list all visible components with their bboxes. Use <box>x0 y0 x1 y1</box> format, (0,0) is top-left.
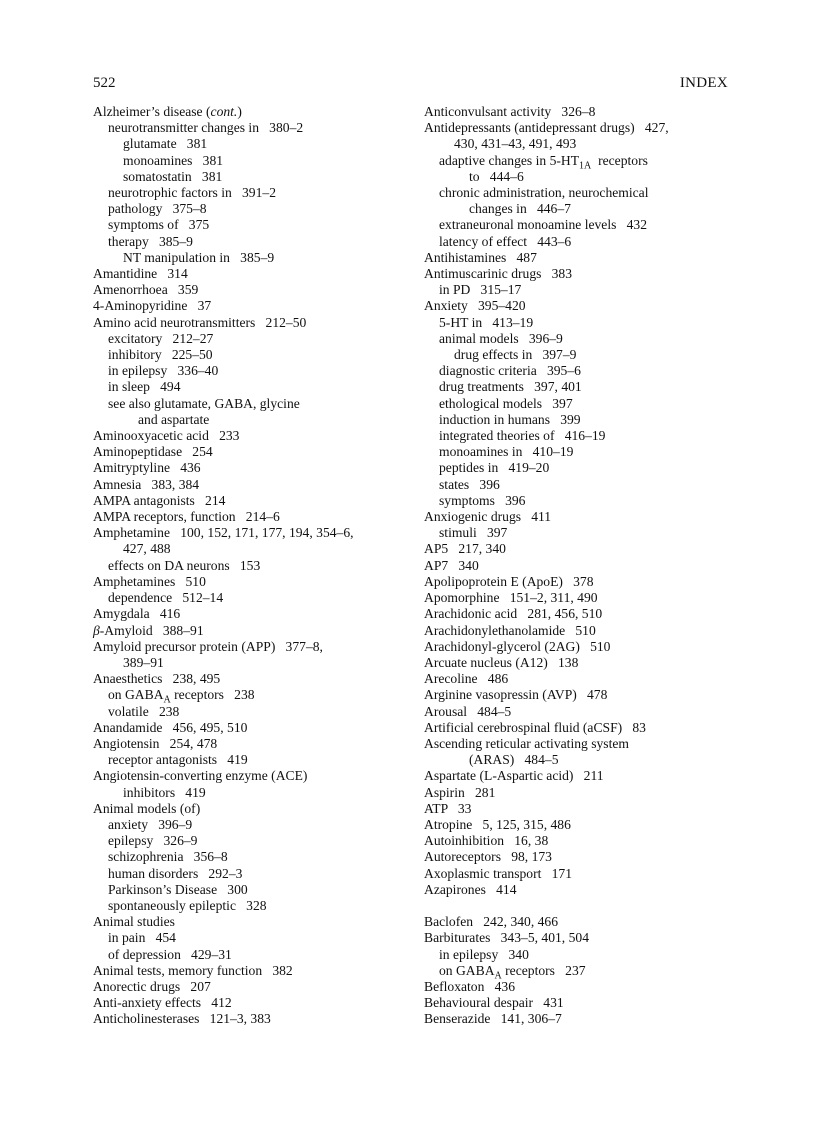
entry-text: effects on DA neurons 153 <box>108 557 261 573</box>
index-entry <box>424 606 744 622</box>
index-subentry <box>424 752 744 768</box>
entry-text: therapy 385–9 <box>108 233 193 249</box>
index-subentry <box>424 152 744 172</box>
index-subentry <box>93 331 423 347</box>
entry-text: stimuli 397 <box>439 525 508 541</box>
entry-text: 5-HT in 413–19 <box>439 314 534 330</box>
index-entry <box>424 704 744 720</box>
entry-text: volatile 238 <box>108 703 180 719</box>
entry-text: Parkinson’s Disease 300 <box>108 881 248 897</box>
index-entry <box>424 785 744 801</box>
index-subentry <box>93 590 423 606</box>
entry-text: Arcuate nucleus (A12) 138 <box>424 654 579 670</box>
entry-text: Arachidonic acid 281, 456, 510 <box>424 606 603 622</box>
entry-text: Amphetamine 100, 152, 171, 177, 194, 354–6, <box>93 525 354 541</box>
entry-text: Azapirones 414 <box>424 881 517 897</box>
index-entry <box>424 120 744 136</box>
index-subentry <box>93 704 423 720</box>
index-subentry <box>424 428 744 444</box>
entry-text: Barbiturates 343–5, 401, 504 <box>424 930 589 946</box>
entry-text: -Amyloid 388–91 <box>99 622 204 638</box>
index-entry <box>93 979 423 995</box>
index-entry <box>93 266 423 282</box>
index-entry <box>93 914 423 930</box>
index-entry <box>424 736 744 752</box>
entry-text: neurotrophic factors in 391–2 <box>108 185 276 201</box>
index-subentry <box>424 185 744 201</box>
entry-text: on GABA <box>439 962 495 978</box>
index-entry <box>424 995 744 1011</box>
entry-text: Amitryptyline 436 <box>93 460 201 476</box>
entry-text: Autoreceptors 98, 173 <box>424 849 552 865</box>
entry-subscript: A <box>163 695 171 707</box>
index-entry <box>93 606 423 622</box>
index-subentry <box>424 444 744 460</box>
index-entry <box>93 801 423 817</box>
entry-text: states 396 <box>439 476 500 492</box>
entry-text: Anxiety 395–420 <box>424 298 526 314</box>
entry-text: AP5 217, 340 <box>424 541 506 557</box>
index-entry <box>93 444 423 460</box>
entry-text: Angiotensin 254, 478 <box>93 735 218 751</box>
index-entry <box>93 720 423 736</box>
entry-text: of depression 429–31 <box>108 946 232 962</box>
index-subentry <box>93 234 423 250</box>
entry-text: extraneuronal monoamine levels 432 <box>439 217 647 233</box>
index-entry <box>424 574 744 590</box>
index-subentry <box>93 250 423 266</box>
index-entry <box>424 882 744 898</box>
entry-text: dependence 512–14 <box>108 590 224 606</box>
index-subentry <box>93 347 423 363</box>
index-entry <box>93 460 423 476</box>
entry-text: adaptive changes in 5-HT <box>439 152 580 168</box>
index-entry <box>424 687 744 703</box>
index-subentry <box>424 136 744 152</box>
entry-text: ethological models 397 <box>439 395 573 411</box>
index-subentry <box>424 331 744 347</box>
index-entry <box>93 493 423 509</box>
index-subentry <box>424 460 744 476</box>
index-entry <box>93 995 423 1011</box>
entry-text: 4-Aminopyridine 37 <box>93 298 212 314</box>
index-subentry <box>424 962 744 982</box>
index-subentry <box>93 153 423 169</box>
index-entry <box>93 736 423 752</box>
entry-text: receptor antagonists 419 <box>108 752 248 768</box>
index-entry <box>424 541 744 557</box>
index-subentry <box>93 687 423 707</box>
index-subentry <box>424 947 744 963</box>
entry-text: pathology 375–8 <box>108 201 207 217</box>
entry-text: Ascending reticular activating system <box>424 735 629 751</box>
index-entry <box>424 590 744 606</box>
entry-text: Atropine 5, 125, 315, 486 <box>424 816 571 832</box>
entry-text: see also glutamate, GABA, glycine <box>108 395 300 411</box>
index-entry <box>93 574 423 590</box>
entry-text: Antimuscarinic drugs 383 <box>424 266 572 282</box>
index-subentry <box>93 412 423 428</box>
index-entry <box>93 1011 423 1027</box>
index-entry <box>93 315 423 331</box>
entry-text: NT manipulation in 385–9 <box>123 249 275 265</box>
index-entry <box>424 930 744 946</box>
entry-text: 389–91 <box>123 654 164 670</box>
entry-text: Apomorphine 151–2, 311, 490 <box>424 590 598 606</box>
entry-text: Aminopeptidase 254 <box>93 444 213 460</box>
entry-text: latency of effect 443–6 <box>439 233 572 249</box>
index-entry <box>93 639 423 655</box>
entry-text: chronic administration, neurochemical <box>439 185 649 201</box>
entry-text: monoamines 381 <box>123 152 224 168</box>
index-entry <box>93 428 423 444</box>
entry-text: Anti-anxiety effects 412 <box>93 995 232 1011</box>
index-subentry <box>93 120 423 136</box>
index-subentry <box>93 849 423 865</box>
index-entry <box>424 914 744 930</box>
entry-suffix: ) <box>237 104 242 119</box>
index-column-right <box>424 104 744 1028</box>
entry-text: AP7 340 <box>424 557 479 573</box>
index-subentry <box>424 347 744 363</box>
index-entry <box>424 266 744 282</box>
entry-text: Animal studies <box>93 914 175 930</box>
index-subentry <box>93 541 423 557</box>
index-subentry <box>424 234 744 250</box>
entry-text: Baclofen 242, 340, 466 <box>424 914 559 930</box>
entry-text: Amino acid neurotransmitters 212–50 <box>93 314 307 330</box>
entry-text: in epilepsy 340 <box>439 946 529 962</box>
index-subentry <box>93 136 423 152</box>
entry-text: Amphetamines 510 <box>93 573 206 589</box>
index-entry <box>424 979 744 995</box>
page-number: 522 <box>93 75 116 91</box>
index-subentry <box>424 282 744 298</box>
index-entry <box>424 298 744 314</box>
entry-subscript: A <box>494 970 502 982</box>
index-entry <box>424 558 744 574</box>
entry-text: AMPA receptors, function 214–6 <box>93 509 280 525</box>
entry-text: Apolipoprotein E (ApoE) 378 <box>424 573 594 589</box>
index-subentry <box>424 525 744 541</box>
index-subentry <box>93 785 423 801</box>
entry-text: ATP 33 <box>424 800 472 816</box>
entry-text: Aminooxyacetic acid 233 <box>93 428 240 444</box>
entry-text: induction in humans 399 <box>439 411 581 427</box>
index-subentry <box>93 558 423 574</box>
index-entry <box>424 639 744 655</box>
index-entry <box>424 104 744 120</box>
running-head: INDEX <box>679 75 728 91</box>
index-subentry <box>93 363 423 379</box>
index-subentry <box>93 817 423 833</box>
index-entry <box>424 833 744 849</box>
entry-text: inhibitors 419 <box>123 784 206 800</box>
entry-text: Anandamide 456, 495, 510 <box>93 719 248 735</box>
index-entry <box>93 298 423 314</box>
index-entry <box>424 817 744 833</box>
entry-text: Anorectic drugs 207 <box>93 978 211 994</box>
index-entry <box>424 801 744 817</box>
entry-text: anxiety 396–9 <box>108 816 193 832</box>
entry-text: glutamate 381 <box>123 136 208 152</box>
index-subentry <box>93 833 423 849</box>
index-entry <box>424 1011 744 1027</box>
entry-text: Autoinhibition 16, 38 <box>424 833 549 849</box>
entry-text: (ARAS) 484–5 <box>469 752 559 768</box>
entry-text: excitatory 212–27 <box>108 330 214 346</box>
entry-text: Amyloid precursor protein (APP) 377–8, <box>93 638 323 654</box>
entry-suffix: receptors 238 <box>170 687 255 703</box>
entry-text: 427, 488 <box>123 541 171 557</box>
entry-text: symptoms of 375 <box>108 217 210 233</box>
index-subentry <box>424 363 744 379</box>
index-subentry <box>93 866 423 882</box>
entry-text: neurotransmitter changes in 380–2 <box>108 120 304 136</box>
entry-text: changes in 446–7 <box>469 201 571 217</box>
entry-text: Angiotensin-converting enzyme (ACE) <box>93 768 308 784</box>
entry-text: 430, 431–43, 491, 493 <box>454 136 577 152</box>
index-subentry <box>424 315 744 331</box>
index-subentry <box>424 217 744 233</box>
entry-text: inhibitory 225–50 <box>108 347 213 363</box>
entry-text: symptoms 396 <box>439 492 526 508</box>
entry-text: and aspartate <box>138 411 210 427</box>
index-subentry <box>93 655 423 671</box>
index-entry <box>93 963 423 979</box>
entry-text: Amnesia 383, 384 <box>93 476 200 492</box>
entry-text: Anticholinesterases 121–3, 383 <box>93 1011 271 1027</box>
entry-text: Antihistamines 487 <box>424 249 537 265</box>
entry-text: Befloxaton 436 <box>424 978 515 994</box>
entry-text: spontaneously epileptic 328 <box>108 897 267 913</box>
index-subentry <box>93 882 423 898</box>
index-column-left <box>93 104 423 1028</box>
entry-text: somatostatin 381 <box>123 168 223 184</box>
entry-text: Artificial cerebrospinal fluid (aCSF) 83 <box>424 719 646 735</box>
index-subentry <box>93 898 423 914</box>
entry-text: Aspirin 281 <box>424 784 496 800</box>
index-subentry <box>93 752 423 768</box>
entry-italic: cont. <box>210 104 238 119</box>
entry-suffix: receptors 237 <box>501 962 586 978</box>
entry-text: Arginine vasopressin (AVP) 478 <box>424 687 608 703</box>
entry-text: Benserazide 141, 306–7 <box>424 1011 562 1027</box>
entry-text: schizophrenia 356–8 <box>108 849 228 865</box>
index-subentry <box>424 493 744 509</box>
entry-text: peptides in 419–20 <box>439 460 550 476</box>
entry-text: Anticonvulsant activity 326–8 <box>424 104 596 119</box>
entry-text: to 444–6 <box>469 168 524 184</box>
index-subentry <box>93 217 423 233</box>
index-entry <box>424 623 744 639</box>
entry-text: integrated theories of 416–19 <box>439 428 606 444</box>
entry-text: Animal models (of) <box>93 800 201 816</box>
index-entry <box>424 768 744 784</box>
index-entry <box>93 104 423 120</box>
index-entry <box>93 509 423 525</box>
index-subentry <box>424 412 744 428</box>
index-entry <box>424 509 744 525</box>
index-subentry <box>93 396 423 412</box>
index-subentry <box>424 477 744 493</box>
entry-text: epilepsy 326–9 <box>108 833 198 849</box>
index-entry <box>424 866 744 882</box>
entry-text: in PD 315–17 <box>439 282 522 298</box>
entry-text: Arecoline 486 <box>424 671 509 687</box>
index-subentry <box>93 201 423 217</box>
entry-text: in pain 454 <box>108 930 176 946</box>
entry-text: Aspartate (L-Aspartic acid) 211 <box>424 768 604 784</box>
entry-text: Arachidonylethanolamide 510 <box>424 622 596 638</box>
index-subentry <box>93 930 423 946</box>
index-entry <box>424 655 744 671</box>
index-entry <box>424 849 744 865</box>
entry-text: Anxiogenic drugs 411 <box>424 509 552 525</box>
entry-text: Alzheimer’s disease ( <box>93 104 211 119</box>
entry-text: Amantidine 314 <box>93 266 188 282</box>
index-entry <box>424 250 744 266</box>
index-subentry <box>424 396 744 412</box>
entry-text: animal models 396–9 <box>439 330 563 346</box>
entry-text: drug treatments 397, 401 <box>439 379 582 395</box>
index-entry <box>424 671 744 687</box>
entry-text: Amygdala 416 <box>93 606 181 622</box>
entry-text: diagnostic criteria 395–6 <box>439 363 581 379</box>
entry-text: human disorders 292–3 <box>108 865 243 881</box>
entry-text: Arachidonyl-glycerol (2AG) 510 <box>424 638 611 654</box>
entry-text: Anaesthetics 238, 495 <box>93 671 221 687</box>
entry-text: monoamines in 410–19 <box>439 444 574 460</box>
index-entry <box>93 477 423 493</box>
index-subentry <box>93 169 423 185</box>
index-entry <box>424 720 744 736</box>
index-subentry <box>424 201 744 217</box>
entry-text: AMPA antagonists 214 <box>93 492 226 508</box>
entry-text: drug effects in 397–9 <box>454 347 577 363</box>
index-subentry <box>93 379 423 395</box>
entry-text: Arousal 484–5 <box>424 703 512 719</box>
index-gap <box>424 898 744 914</box>
index-subentry <box>93 185 423 201</box>
entry-suffix: receptors <box>591 152 648 168</box>
index-subentry <box>93 947 423 963</box>
entry-text: Axoplasmic transport 171 <box>424 865 572 881</box>
entry-text: in sleep 494 <box>108 379 181 395</box>
index-entry <box>93 671 423 687</box>
entry-prefix-italic: β <box>93 622 100 638</box>
entry-text: Antidepressants (antidepressant drugs) 427, <box>424 120 669 136</box>
entry-subscript: 1A <box>579 160 592 172</box>
index-subentry <box>424 379 744 395</box>
entry-text: Behavioural despair 431 <box>424 995 564 1011</box>
index-entry <box>93 623 423 639</box>
index-entry <box>93 768 423 784</box>
entry-text: in epilepsy 336–40 <box>108 363 219 379</box>
entry-text: Animal tests, memory function 382 <box>93 962 293 978</box>
index-entry <box>93 282 423 298</box>
entry-text: on GABA <box>108 687 164 703</box>
index-entry <box>93 525 423 541</box>
entry-text: Amenorrhoea 359 <box>93 282 199 298</box>
